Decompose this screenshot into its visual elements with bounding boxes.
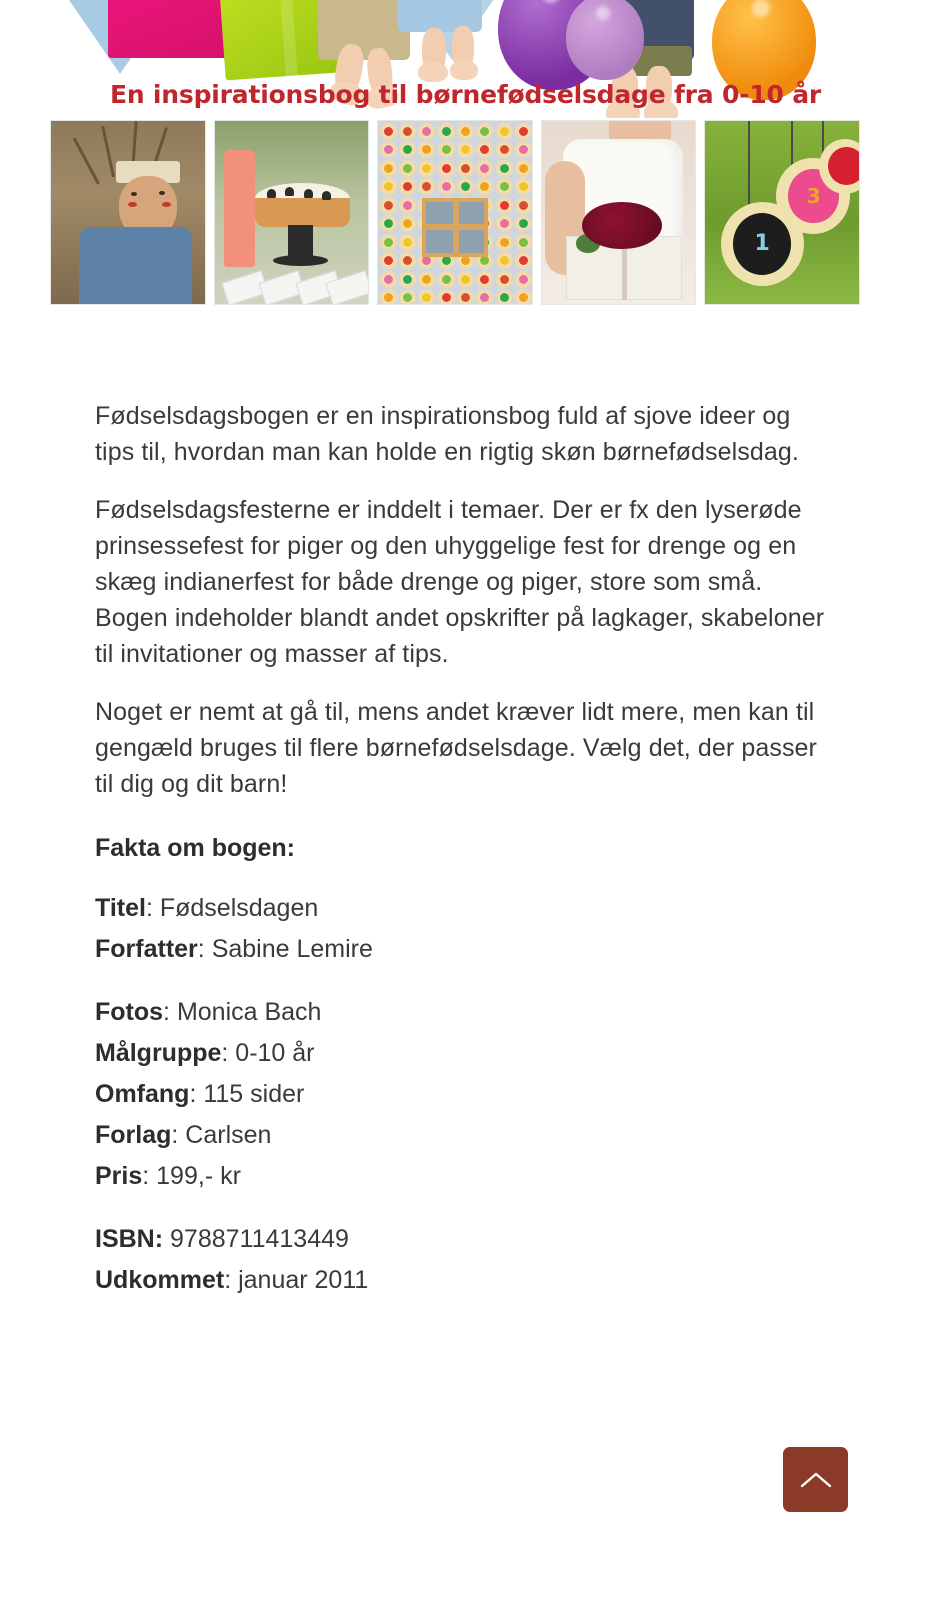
cookie — [399, 234, 416, 251]
cake-stand-stem — [288, 225, 313, 258]
cookie — [515, 123, 532, 140]
photo-strip — [50, 120, 860, 305]
paragraph-themes: Fødselsdagsfesterne er inddelt i temaer. Der er fx den lyserøde prinsessefest for piger og den uhyggelige fest for drenge og en skæg indianerfest for både drenge og piger, store som små. Bogen indeholder blandt andet opskrifter på lagkager, skabeloner til invitationer og masser af tips. — [95, 496, 825, 668]
photo-layer-cake — [214, 120, 370, 305]
cookie — [418, 252, 435, 269]
fact-line — [95, 1156, 835, 1197]
cake-decoration — [267, 189, 276, 198]
fact-line — [95, 1219, 835, 1260]
cookie — [380, 289, 397, 305]
fact-line — [95, 1033, 835, 1074]
facts-heading: Fakta om bogen: — [95, 834, 296, 862]
cookie — [380, 123, 397, 140]
medallion-string — [748, 121, 750, 209]
child-foot — [450, 60, 478, 80]
cookie — [418, 123, 435, 140]
fact-line — [95, 1115, 835, 1156]
cookie — [496, 252, 513, 269]
child-shorts — [318, 0, 410, 60]
fact-value: : 0-10 år — [221, 1039, 315, 1067]
cookie — [496, 234, 513, 251]
cookie — [438, 178, 455, 195]
cookie — [496, 197, 513, 214]
cookie — [438, 123, 455, 140]
cookie — [418, 271, 435, 288]
paragraph-difficulty: Noget er nemt at gå til, mens andet kræver lidt mere, men kan til gengæld bruges til flere børnefødselsdage. Vælg det, der passer til dig og dit barn! — [95, 698, 817, 798]
child-foot — [418, 62, 448, 82]
cookie — [457, 178, 474, 195]
fact-label: Omfang — [95, 1080, 190, 1108]
photo-girl-with-gift — [541, 120, 697, 305]
cookie — [476, 271, 493, 288]
paragraph-intro: Fødselsdagsbogen er en inspirationsbog fuld af sjove ideer og tips til, hvordan man kan holde en rigtig skøn børnefødselsdag. — [95, 402, 799, 466]
fact-value: : Sabine Lemire — [197, 935, 373, 963]
cookie — [457, 271, 474, 288]
cookie — [476, 178, 493, 195]
cookie — [515, 289, 532, 305]
facts-group-details — [95, 992, 835, 1197]
cookie — [476, 252, 493, 269]
banner-tagline: En inspirationsbog til børnefødselsdage fra 0-10 år — [109, 80, 822, 109]
photo-cookie-house — [377, 120, 533, 305]
cookie — [457, 289, 474, 305]
fact-line — [95, 1074, 835, 1115]
cookie — [457, 141, 474, 158]
child-shorts — [398, 0, 482, 32]
cake-stand-base — [273, 255, 328, 266]
fact-value: : Fødselsdagen — [145, 894, 319, 922]
feather — [73, 137, 100, 184]
cookie — [515, 160, 532, 177]
cookie — [515, 141, 532, 158]
cookie — [399, 271, 416, 288]
soda-bottle — [224, 150, 255, 267]
cake-decoration — [285, 187, 294, 196]
cookie — [496, 141, 513, 158]
cake-decoration — [322, 191, 331, 200]
fact-value: : Carlsen — [171, 1121, 272, 1149]
cookie — [496, 160, 513, 177]
cookie — [476, 160, 493, 177]
cookie-house-window — [426, 202, 484, 253]
cookie — [418, 160, 435, 177]
feather — [102, 125, 116, 176]
cookie — [515, 271, 532, 288]
cookie — [438, 289, 455, 305]
cookie — [476, 123, 493, 140]
cookie — [399, 178, 416, 195]
cookie — [380, 215, 397, 232]
cookie — [496, 271, 513, 288]
cookie — [476, 289, 493, 305]
cookie — [399, 197, 416, 214]
blue-shirt — [79, 227, 193, 305]
face-paint-stripe — [128, 202, 137, 207]
cookie — [380, 234, 397, 251]
cookie — [515, 197, 532, 214]
fact-line — [95, 1260, 835, 1301]
cookie — [438, 252, 455, 269]
cookie — [380, 160, 397, 177]
fact-label: Udkommet — [95, 1266, 225, 1294]
cookie — [380, 252, 397, 269]
cookie — [515, 234, 532, 251]
cake-body — [255, 198, 350, 227]
cookie — [515, 252, 532, 269]
fact-label: Fotos — [95, 998, 164, 1026]
cookie — [418, 178, 435, 195]
cookie — [496, 215, 513, 232]
cookie — [457, 252, 474, 269]
cookie — [496, 123, 513, 140]
fact-line — [95, 888, 835, 929]
medallion-number-1: 1 — [733, 213, 791, 275]
cookie — [380, 271, 397, 288]
cookie — [399, 289, 416, 305]
fact-value: : januar 2011 — [224, 1266, 369, 1294]
fact-line — [95, 992, 835, 1033]
facts-group-title-author — [95, 888, 835, 970]
cookie — [399, 160, 416, 177]
cookie — [457, 123, 474, 140]
cookie — [380, 197, 397, 214]
cookie — [496, 289, 513, 305]
fact-value: : Monica Bach — [163, 998, 322, 1026]
fact-label: Målgruppe — [95, 1039, 222, 1067]
fact-label: Titel — [95, 894, 146, 922]
fact-label: Forfatter — [95, 935, 198, 963]
cookie — [399, 141, 416, 158]
dark-red-flower — [582, 202, 662, 250]
fact-label: ISBN: — [95, 1225, 164, 1253]
fact-value: : 115 sider — [189, 1080, 305, 1108]
cookie — [438, 271, 455, 288]
face-paint-stripe — [162, 202, 171, 207]
cookie — [418, 141, 435, 158]
chevron-up-icon — [799, 1470, 833, 1490]
cookie — [380, 178, 397, 195]
fact-label: Forlag — [95, 1121, 172, 1149]
medallion-number-3: 3 — [788, 169, 839, 224]
scroll-to-top-button[interactable] — [783, 1447, 848, 1512]
cookie — [399, 123, 416, 140]
cookie — [418, 289, 435, 305]
cookie — [399, 252, 416, 269]
fact-label: Pris — [95, 1162, 143, 1190]
facts-group-isbn — [95, 1219, 835, 1301]
cookie — [457, 160, 474, 177]
book-cover-banner — [0, 0, 931, 310]
photo-number-medallions — [704, 120, 860, 305]
book-description-content — [95, 398, 835, 1323]
cookie — [438, 141, 455, 158]
photo-boy-feather-crown — [50, 120, 206, 305]
medallion-number — [828, 147, 860, 185]
fact-value: 9788711413449 — [163, 1225, 349, 1253]
cake-decoration — [304, 189, 313, 198]
fact-line — [95, 929, 835, 970]
purple-balloon — [566, 0, 644, 80]
cookie — [515, 215, 532, 232]
pink-gift-box — [108, 0, 236, 58]
eye — [159, 191, 165, 195]
cookie — [496, 178, 513, 195]
cookie — [515, 178, 532, 195]
cookie — [438, 160, 455, 177]
cookie — [476, 141, 493, 158]
cookie — [380, 141, 397, 158]
fact-value: : 199,- kr — [142, 1162, 241, 1190]
cookie — [399, 215, 416, 232]
